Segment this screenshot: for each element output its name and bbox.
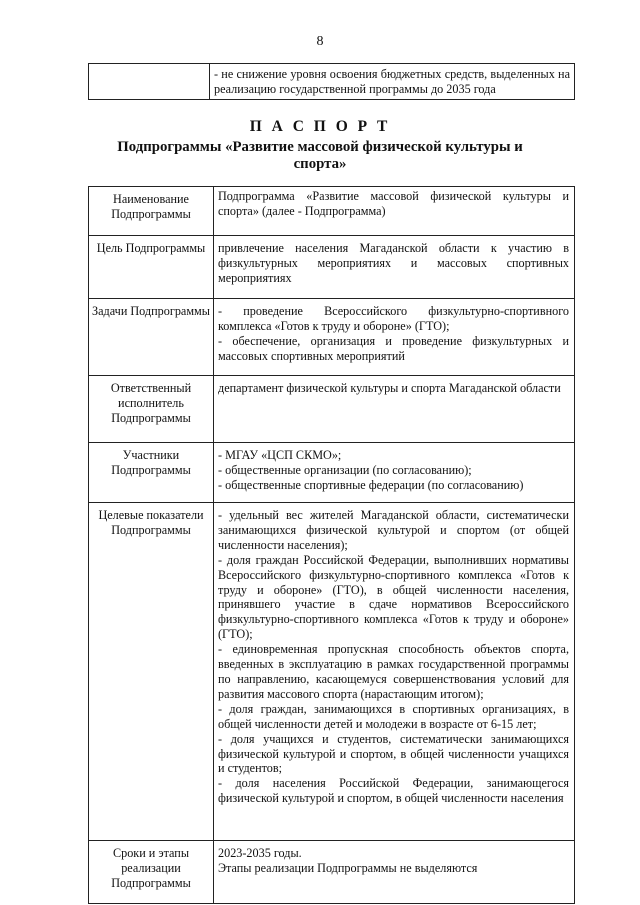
row-value-executor bbox=[214, 376, 575, 443]
list-item: - общественные организации (по согласованию); bbox=[218, 462, 472, 477]
list-item: - доля населения Российской Федерации, занимающегося физической культурой и спортом, в общей численности населения bbox=[218, 776, 569, 806]
continuation-table bbox=[88, 63, 575, 100]
row-value-goal bbox=[214, 236, 575, 299]
continuation-text: - не снижение уровня освоения бюджетных средств, выделенных на реализацию государственной программы до 2035 года bbox=[214, 67, 570, 96]
row-label-tasks: Задачи Подпрограммы bbox=[89, 299, 214, 376]
row-value-participants bbox=[214, 443, 575, 503]
table-row bbox=[89, 299, 575, 376]
passport-table bbox=[88, 186, 575, 904]
page-number: 8 bbox=[316, 34, 324, 49]
list-item: - проведение Всероссийского физкультурно-спортивного комплекса «Готов к труду и обороне» (ГТО); bbox=[218, 304, 569, 333]
row-label-name: Наименование Подпрограммы bbox=[89, 187, 214, 236]
table-row bbox=[89, 64, 575, 100]
row-value-timeline bbox=[214, 841, 575, 904]
table-row bbox=[89, 236, 575, 299]
table-row bbox=[89, 841, 575, 904]
table-row bbox=[89, 376, 575, 443]
table-row bbox=[89, 443, 575, 503]
row-label-participants: Участники Подпрограммы bbox=[89, 443, 214, 503]
row-label-goal: Цель Подпрограммы bbox=[89, 236, 214, 299]
list-item: - обеспечение, организация и проведение физкультурных и массовых спортивных мероприятий bbox=[218, 333, 569, 363]
empty-label-cell bbox=[89, 64, 210, 100]
list-item: - доля граждан Российской Федерации, выполнивших нормативы Всероссийского физкультурно-спортивного комплекса «Готов к труду и обороне» (ГТО), в общей численности населения, принявшего участие в сдаче нормативов Всероссийского физкультурно-спортивного комплекса «Готов к труду и обороне» (ГТО); bbox=[218, 552, 569, 642]
list-item: - доля граждан, занимающихся в спортивных организациях, в общей численности детей и молодежи в возрасте от 6-15 лет; bbox=[218, 701, 569, 731]
row-label-executor: Ответственный исполнитель Подпрограммы bbox=[89, 376, 214, 443]
row-value-name bbox=[214, 187, 575, 236]
document-title: П А С П О Р Т bbox=[249, 118, 391, 135]
row-label-timeline: Сроки и этапы реализации Подпрограммы bbox=[89, 841, 214, 904]
list-item: Подпрограмма «Развитие массовой физической культуры и спорта» (далее - Подпрограмма) bbox=[218, 189, 569, 218]
continuation-cell bbox=[210, 64, 575, 100]
list-item: 2023-2035 годы. bbox=[218, 846, 302, 860]
list-item: - общественные спортивные федерации (по согласованию) bbox=[218, 477, 524, 492]
document-subtitle: Подпрограммы «Развитие массовой физической культуры и спорта» bbox=[117, 139, 523, 172]
list-item: привлечение населения Магаданской области к участию в физкультурных мероприятиях и массовых спортивных мероприятиях bbox=[218, 241, 569, 285]
list-item: - доля учащихся и студентов, систематически занимающихся физической культурой и спортом, в общей численности учащихся и студентов; bbox=[218, 731, 569, 776]
row-label-indicators: Целевые показатели Подпрограммы bbox=[89, 503, 214, 841]
list-item: - удельный вес жителей Магаданской области, систематически занимающихся физической культурой и спортом (от общей численности населения); bbox=[218, 508, 569, 552]
list-item: - МГАУ «ЦСП СКМО»; bbox=[218, 448, 342, 462]
list-item: - единовременная пропускная способность объектов спорта, введенных в эксплуатацию в рамках государственной программы по направлению, касающемуся совершенствования условий для развития массового спорта (нарастающим итогом); bbox=[218, 642, 569, 701]
row-value-indicators bbox=[214, 503, 575, 841]
table-row bbox=[89, 187, 575, 236]
table-row bbox=[89, 503, 575, 841]
list-item: Этапы реализации Подпрограммы не выделяются bbox=[218, 860, 478, 875]
list-item: департамент физической культуры и спорта Магаданской области bbox=[218, 381, 561, 395]
row-value-tasks bbox=[214, 299, 575, 376]
